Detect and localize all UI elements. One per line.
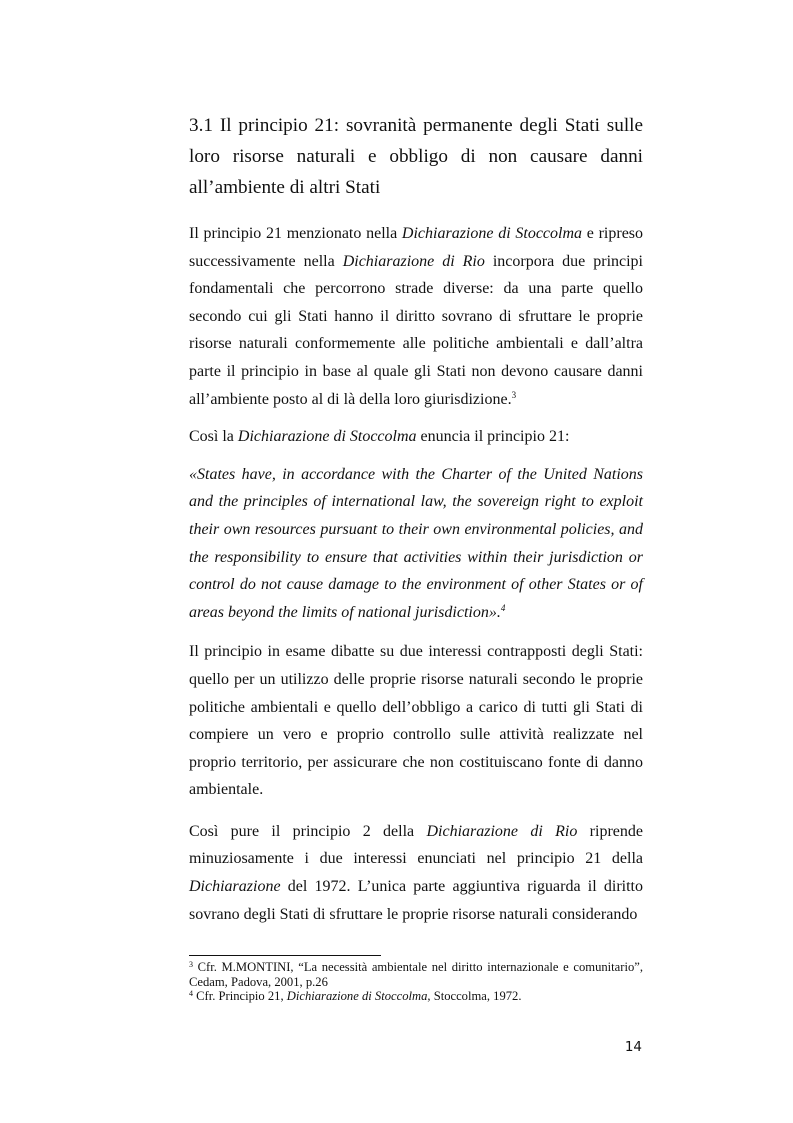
paragraph-conflicting-interests: Il principio in esame dibatte su due interessi contrapposti degli Stati: quello per un utilizzo delle proprie risorse naturali secondo le proprie politiche ambientali e quello dell’obbligo a carico di tutti gli Stati di compiere un vero e proprio controllo sulle attività realizzate nel proprio territorio, per assicurare che non costituiscano fonte di danno ambientale. [189, 643, 643, 799]
italic-declaration: Dichiarazione [189, 878, 281, 896]
italic-rio-declaration: Dichiarazione di Rio [426, 822, 578, 840]
paragraph-text: incorpora due principi fondamentali che percorrono strade diverse: da una parte quello secondo cui gli Stati hanno il diritto sovrano di sfruttare le proprie risorse naturali conformemente alle politiche ambientali e dall’altra parte il principio in base al quale gli Stati non devono causare danni all’ambiente posto al di là della loro giurisdizione. [189, 252, 643, 408]
quote-text: «States have, in accordance with the Charter of the United Nations and the principles of international law, the sovereign right to exploit their own resources pursuant to their own environmental policies, and the responsibility to ensure that activities within their jurisdiction or control do not cause damage to the environment of other States or of areas beyond the limits of national jurisdiction». [189, 465, 643, 621]
paragraph-rio-principle-2 [189, 818, 643, 928]
italic-rio-declaration: Dichiarazione di Rio [342, 252, 485, 270]
footnote-text: Cfr. M.MONTINI, “La necessità ambientale nel diritto internazionale e comunitario”, Cedam, Padova, 2001, p.26 [189, 960, 643, 989]
footnote-text: , Stoccolma, 1972. [427, 989, 522, 1003]
paragraph-text: Così la [189, 428, 238, 446]
principle-21-quote [189, 461, 643, 627]
italic-stockholm-declaration: Dichiarazione di Stoccolma [237, 428, 417, 446]
paragraph-principle-21-intro [189, 220, 643, 413]
footnotes [189, 960, 643, 1004]
footnote-3 [189, 960, 643, 989]
footnote-number: 3 [189, 960, 193, 969]
page-number: 14 [624, 1039, 642, 1055]
italic-stockholm-declaration: Dichiarazione di Stoccolma [286, 989, 428, 1003]
paragraph-stockholm-enunciation [189, 423, 643, 451]
paragraph-text: del 1972. L’unica parte aggiuntiva riguarda il diritto sovrano degli Stati di sfruttare le proprie risorse naturali considerando [189, 878, 643, 923]
italic-stockholm-declaration: Dichiarazione di Stoccolma [401, 225, 583, 242]
paragraph-text: Il principio 21 menzionato nella [189, 225, 402, 242]
main-content [189, 110, 643, 928]
footnote-text: Cfr. Principio 21, [193, 989, 287, 1003]
paragraph-text: e ripreso successivamente nella [189, 225, 644, 270]
footnote-ref-4: 4 [500, 602, 506, 613]
paragraph-text: riprende minuziosamente i due interessi enunciati nel principio 21 della [189, 822, 643, 868]
footnote-separator [189, 955, 381, 956]
footnote-number: 4 [189, 989, 193, 998]
footnote-4 [189, 989, 643, 1004]
section-title: 3.1 Il principio 21: sovranità permanente degli Stati sulle loro risorse naturali e obbligo di non causare danni all’ambiente di altri Stati [189, 115, 643, 198]
paragraph-text: Così pure il principio 2 della [189, 822, 427, 840]
paragraph-text: enuncia il principio 21: [416, 428, 570, 446]
footnote-ref-3: 3 [511, 389, 517, 400]
